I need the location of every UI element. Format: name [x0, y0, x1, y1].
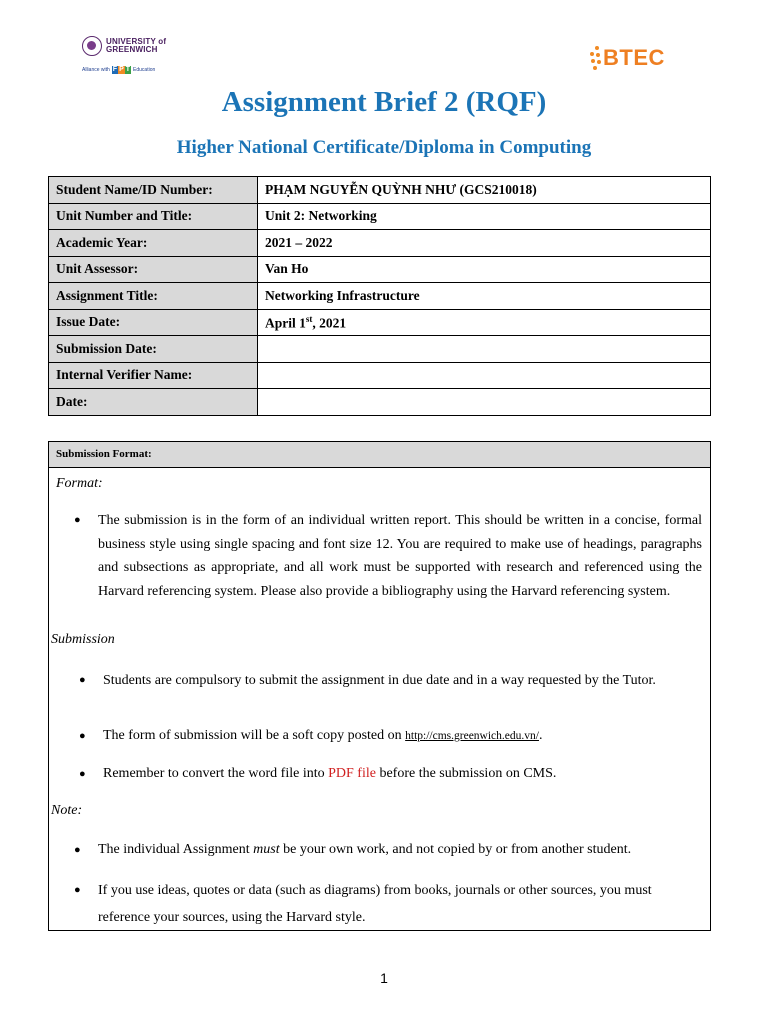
alliance-suffix: Education — [133, 67, 156, 73]
submission-bullet-1 — [79, 667, 683, 694]
table-row — [49, 336, 711, 363]
fpt-letter-f: F — [112, 66, 118, 73]
row-label: Submission Date: — [49, 336, 258, 363]
note-bullet-1-text: The individual Assignment — [98, 842, 250, 857]
row-label: Academic Year: — [49, 230, 258, 257]
issue-date-day: April 1 — [265, 315, 306, 330]
alliance-line — [82, 66, 182, 74]
bullet-icon: ● — [74, 514, 81, 526]
cms-link[interactable]: http://cms.greenwich.edu.vn/ — [405, 730, 539, 742]
page-subtitle: Higher National Certificate/Diploma in Computing — [176, 137, 592, 158]
submission-bullet-3-text: Remember to convert the word file into — [103, 766, 325, 781]
row-label: Unit Number and Title: — [49, 203, 258, 230]
greenwich-crest-icon — [82, 36, 102, 56]
submission-bullet-3-end: before the submission on CMS. — [379, 766, 557, 781]
issue-date-suffix: st — [305, 313, 313, 324]
note-bullet-2-text: If you use ideas, quotes or data (such as diagrams) from books, journals or other sources, you must reference your sources, using the Harvard style. — [98, 883, 652, 925]
row-value — [258, 336, 711, 363]
bullet-icon: ● — [74, 884, 81, 896]
row-value — [258, 389, 711, 416]
fpt-letter-p: P — [119, 66, 124, 73]
table-row — [49, 203, 711, 230]
row-value: Unit 2: Networking — [258, 203, 711, 230]
alliance-prefix: Alliance with — [82, 67, 110, 73]
submission-label: Submission — [51, 632, 115, 647]
table-row — [49, 256, 711, 283]
row-label: Date: — [49, 389, 258, 416]
bullet-icon: ● — [74, 844, 81, 856]
university-logo-text: UNIVERSITY of GREENWICH — [106, 37, 167, 54]
row-value: Networking Infrastructure — [258, 283, 711, 310]
row-value: Van Ho — [258, 256, 711, 283]
note-bullet-1-end: be your own work, and not copied by or from another student. — [283, 842, 632, 857]
row-value: PHẠM NGUYỄN QUỲNH NHƯ (GCS210018) — [258, 177, 711, 204]
fpt-letter-t: T — [125, 66, 131, 73]
page-title: Assignment Brief 2 (RQF) — [221, 86, 547, 118]
fpt-logo — [112, 66, 131, 74]
submission-bullet-2-text: The form of submission will be a soft copy posted on — [103, 728, 402, 743]
university-of-greenwich-logo — [82, 36, 182, 74]
note-bullet-2 — [74, 877, 698, 931]
submission-bullet-2-end: . — [538, 728, 543, 743]
pdf-file-highlight: PDF file — [328, 766, 376, 781]
table-row — [49, 230, 711, 257]
note-bullet-1 — [74, 839, 703, 862]
submission-format-heading: Submission Format: — [49, 442, 710, 468]
issue-date-year: , 2021 — [312, 315, 347, 330]
submission-bullet-2 — [79, 725, 703, 748]
table-row — [49, 389, 711, 416]
page-number: 1 — [380, 970, 388, 986]
note-label: Note: — [51, 803, 83, 818]
table-row — [49, 177, 711, 204]
btec-dots-icon — [589, 44, 603, 72]
format-bullet-text: The submission is in the form of an individual written report. This should be written in a concise, formal business style using single spacing and font size 12. You are required to make use of headings, paragraphs and subsections as appropriate, and all work must be supported with research and referenced using the Harvard referencing system. Please also provide a bibliography using the Harvard referencing system. — [98, 513, 702, 599]
table-row — [49, 283, 711, 310]
table-row — [49, 362, 711, 389]
assignment-info-table — [48, 176, 711, 416]
row-label: Unit Assessor: — [49, 256, 258, 283]
row-label: Internal Verifier Name: — [49, 362, 258, 389]
btec-logo-text: BTEC — [603, 45, 665, 70]
bullet-icon: ● — [79, 674, 86, 686]
submission-format-box — [48, 441, 711, 931]
row-label: Student Name/ID Number: — [49, 177, 258, 204]
submission-bullet-3 — [79, 763, 703, 786]
bullet-icon: ● — [79, 768, 86, 780]
bullet-icon: ● — [79, 730, 86, 742]
row-value — [258, 309, 711, 336]
row-label: Assignment Title: — [49, 283, 258, 310]
btec-logo — [589, 44, 665, 72]
table-row — [49, 309, 711, 336]
row-label: Issue Date: — [49, 309, 258, 336]
note-bullet-1-emphasis: must — [253, 842, 280, 857]
format-bullet — [74, 509, 702, 603]
format-label: Format: — [56, 476, 103, 491]
row-value: 2021 – 2022 — [258, 230, 711, 257]
submission-bullet-1-text: Students are compulsory to submit the assignment in due date and in a way requested by the Tutor. — [103, 673, 656, 688]
row-value — [258, 362, 711, 389]
